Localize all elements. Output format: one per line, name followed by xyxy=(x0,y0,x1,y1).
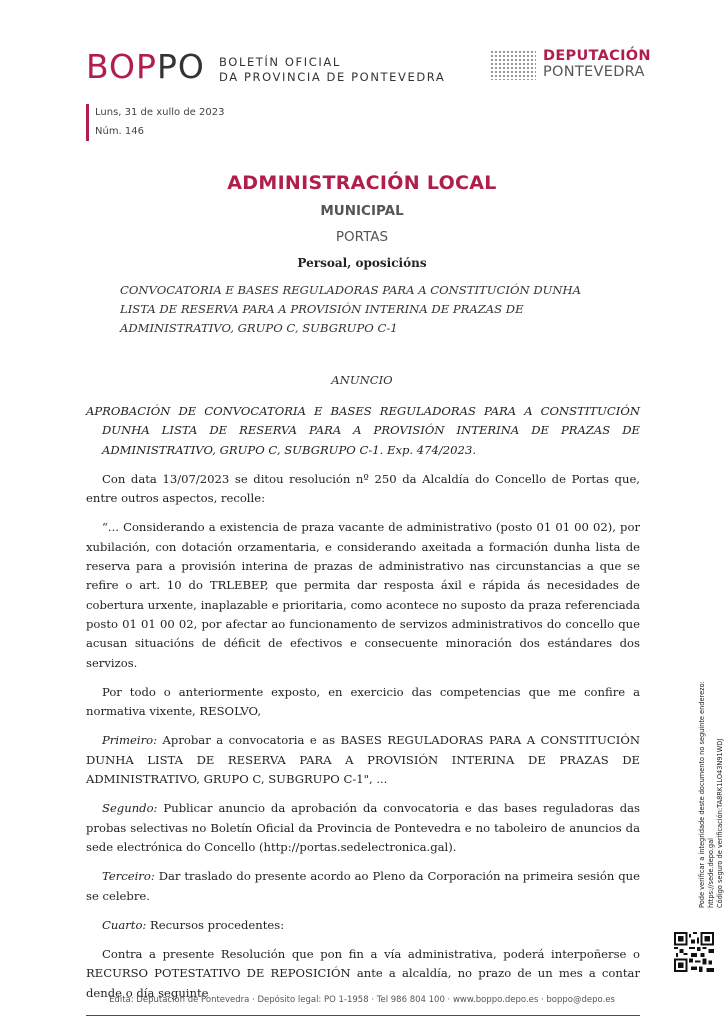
verification-line2: https://sede.depo.gal xyxy=(707,838,715,908)
paragraph-segundo xyxy=(86,799,640,857)
section-title: ADMINISTRACIÓN LOCAL xyxy=(227,172,497,194)
logo-bop: BOP xyxy=(86,47,157,86)
text-segundo: Publicar anuncio da aprobación da convocatoria e das bases reguladoras das probas selectivas no Boletín Oficial da Provincia de Pontevedra e no taboleiro de anuncios da sede electrónica do Concello (http://portas.sedelectronica.gal). xyxy=(86,801,640,854)
deputacion-logo-icon xyxy=(490,50,536,80)
convocatoria-title: CONVOCATORIA E BASES REGULADORAS PARA A CONSTITUCIÓN DUNHA LISTA DE RESERVA PARA A PROVISIÓN INTERINA DE PRAZAS DE ADMINISTRATIVO, GRUPO C, SUBGRUPO C-1 xyxy=(120,283,582,335)
paragraph-approval: APROBACIÓN DE CONVOCATORIA E BASES REGULADORAS PARA A CONSTITUCIÓN DUNHA LISTA DE RESERVA PARA A PROVISIÓN INTERINA DE PRAZAS DE ADMINISTRATIVO, GRUPO C, SUBGRUPO C-1. Exp. 474/2023. xyxy=(86,404,640,457)
label-cuarto: Cuarto: xyxy=(102,917,147,932)
logo-caption-line1: BOLETÍN OFICIAL xyxy=(219,55,341,69)
verification-line1: Pode verificar a integridade deste documento no seguinte enderezo: xyxy=(698,681,706,908)
deputacion-line2: PONTEVEDRA xyxy=(543,64,645,80)
footer-divider xyxy=(86,1015,640,1016)
text-terceiro: Dar traslado do presente acordo ao Pleno da Corporación na primeira sesión que se celebre. xyxy=(86,869,640,903)
qr-code-icon xyxy=(674,932,714,972)
deputacion-line1: DEPUTACIÓN xyxy=(543,48,651,64)
subsection-title: MUNICIPAL xyxy=(320,203,404,219)
logo-caption xyxy=(219,55,445,85)
issue-number: Núm. 146 xyxy=(95,126,145,137)
boppo-logo xyxy=(86,47,205,86)
municipality-title: PORTAS xyxy=(335,229,389,245)
paragraph-recurso: Contra a presente Resolución que pon fin a vía administrativa, poderá interpoñerse o RECURSO POTESTATIVO DE REPOSICIÓN ante a alcaldía, no prazo de un mes a contar dende o día seguinte xyxy=(86,947,640,1000)
issue-date: Luns, 31 de xullo de 2023 xyxy=(95,107,225,118)
document-body xyxy=(86,402,640,1013)
label-primeiro: Primeiro: xyxy=(102,733,158,748)
paragraph-primeiro xyxy=(86,731,640,789)
label-segundo: Segundo: xyxy=(102,801,158,816)
paragraph-considerando: “... Considerando a existencia de praza vacante de administrativo (posto 01 01 00 02), por xubilación, con dotación orzamentaria, e considerando axeitada a formación dunha lista de reserva para a provisión interina de prazas de administrativo nas circunstancias a que se refire o art. 10 do TRLEBEP, que permita dar resposta áxil e rápida ás necesidades de cobertura urxente, inaplazable e prioritaria, como acontece no suposto da praza referenciada posto 01 01 00 02, por afectar ao funcionamento de servizos administrativos do concello que acusan situacións de déficit de efectivos e consecuente minoración dos estándares dos servizos. xyxy=(86,520,640,670)
paragraph-cuarto xyxy=(86,916,640,935)
anuncio-heading: ANUNCIO xyxy=(331,373,393,387)
text-primeiro: Aprobar a convocatoria e as BASES REGULADORAS PARA A CONSTITUCIÓN DUNHA LISTA DE RESERVA PARA A PROVISIÓN INTERINA DE PRAZAS DE ADMINISTRATIVO, GRUPO C, SUBGRUPO C-1", ... xyxy=(86,733,640,787)
deputacion-logo-text xyxy=(543,48,651,80)
paragraph-resolvo: Por todo o anteriormente exposto, en exercicio das competencias que me confire a normativa vixente, RESOLVO, xyxy=(86,684,640,719)
issue-info xyxy=(95,103,224,141)
text-cuarto: Recursos procedentes: xyxy=(146,917,285,932)
paragraph-resolution: Con data 13/07/2023 se ditou resolución nº 250 da Alcaldía do Concello de Portas que, entre outros aspectos, recolle: xyxy=(86,471,640,506)
verification-line3: Código seguro de verificación:TA8RK1LO43N91WDJ xyxy=(716,738,724,908)
paragraph-terceiro xyxy=(86,867,640,906)
label-terceiro: Terceiro: xyxy=(102,869,155,884)
footer-text: Edita: Deputación de Pontevedra · Depósito legal: PO 1-1958 · Tel 986 804 100 · www.boppo.depo.es · boppo@depo.es xyxy=(109,995,615,1005)
category-title: Persoal, oposicións xyxy=(297,256,427,270)
logo-po: PO xyxy=(156,47,205,86)
logo-caption-line2: DA PROVINCIA DE PONTEVEDRA xyxy=(219,70,446,84)
date-accent-bar xyxy=(86,104,89,141)
